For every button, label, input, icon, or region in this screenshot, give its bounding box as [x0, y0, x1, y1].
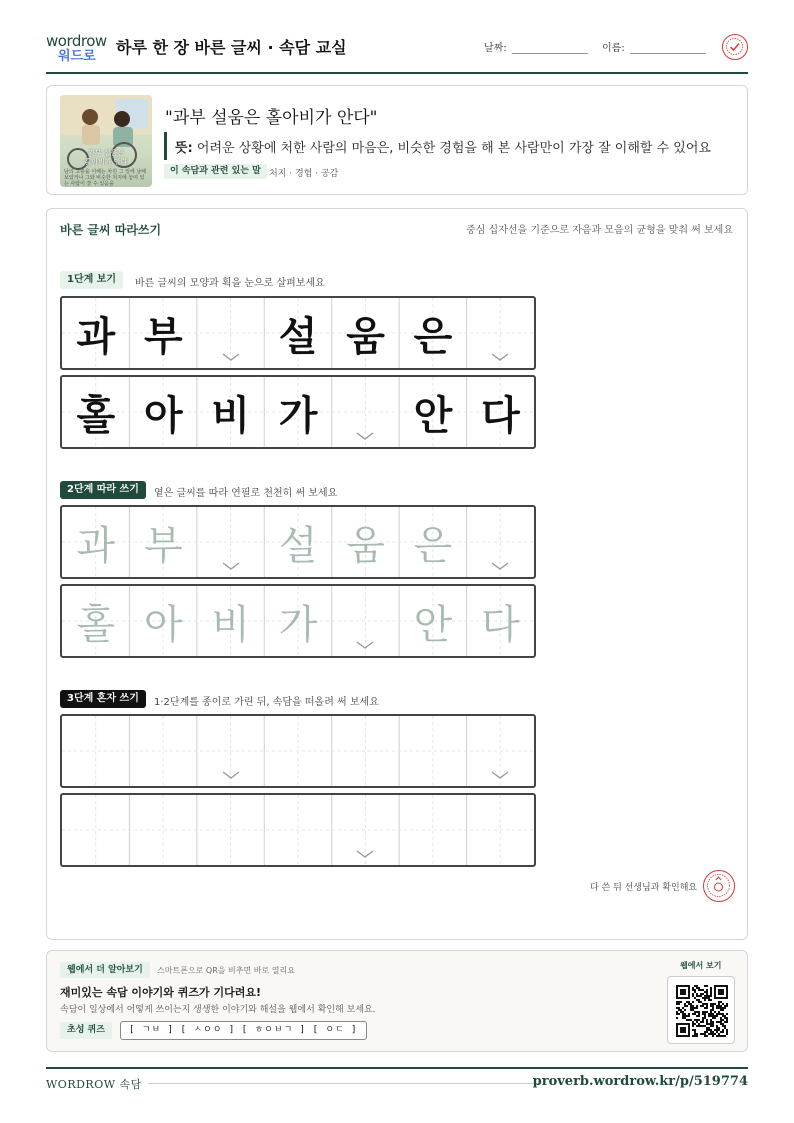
step3-badge: 3단계 혼자 쓰기 — [60, 690, 146, 708]
proverb-title: "과부 설움은 홀아비가 안다" — [165, 108, 378, 128]
handwriting-practice-card — [46, 208, 748, 940]
meaning-label: 뜻: — [175, 141, 193, 156]
model-character: 안 — [413, 392, 453, 439]
name-label: 이름: — [602, 43, 625, 54]
footer-url[interactable]: proverb.wordrow.kr/p/519774 — [532, 1074, 748, 1089]
practice-hint: 중심 십자선을 기준으로 자음과 모음의 균형을 맞춰 써 보세요 — [466, 225, 733, 236]
model-character: 비 — [211, 392, 250, 439]
qr-code-icon — [676, 985, 728, 1037]
date-field[interactable] — [512, 53, 588, 54]
trace-character: 움 — [346, 522, 385, 569]
web-desc: 속담이 일상에서 어떻게 쓰이는지 생생한 이야기와 해설을 웹에서 확인해 보세요. — [60, 1005, 376, 1015]
trace-character: 아 — [143, 601, 183, 648]
step1-badge: 1단계 보기 — [60, 271, 123, 289]
space-marker-icon — [355, 430, 375, 442]
step2-desc: 옅은 글씨를 따라 연필로 천천히 써 보세요 — [154, 488, 338, 499]
model-character: 가 — [278, 392, 318, 439]
step2-row-2[interactable] — [60, 584, 536, 658]
grid-lines — [62, 795, 534, 865]
step1-row-2 — [60, 375, 536, 449]
model-character: 설 — [278, 313, 318, 360]
illustration-caption-text: 남의 고충을 이해는 차원 그 일에 남해 보았거나 그와 비슷한 처지에 놓여 있는 사람이 잘 수 있음을 — [64, 169, 146, 187]
space-marker-icon — [355, 639, 375, 651]
trace-character: 홀 — [76, 601, 116, 648]
related-tags: 처지 · 경험 · 공감 — [269, 169, 339, 179]
teacher-check-text: 다 쓴 뒤 선생님과 확인해요 — [590, 883, 698, 893]
qr-code[interactable] — [667, 976, 735, 1044]
model-character: 홀 — [76, 392, 116, 439]
space-marker-icon — [221, 769, 241, 781]
logo-wordmark: wordrow — [46, 32, 107, 50]
trace-character: 안 — [413, 601, 453, 648]
logo-korean: 워드로 — [58, 49, 96, 64]
page-title: 하루 한 장 바른 글씨 · 속담 교실 — [116, 38, 347, 57]
page-header — [46, 28, 748, 74]
model-character: 아 — [143, 392, 183, 439]
proverb-illustration — [60, 95, 152, 187]
name-field[interactable] — [630, 53, 706, 54]
footer-separator — [148, 1083, 538, 1084]
wordrow-logo[interactable] — [46, 32, 108, 66]
model-character: 다 — [481, 392, 520, 439]
space-marker-icon — [221, 351, 241, 363]
step3-row-2[interactable] — [60, 793, 536, 867]
teacher-stamp-icon — [703, 870, 735, 902]
web-more-box — [46, 950, 748, 1052]
footer-brand: WORDROW 속담 — [46, 1078, 142, 1091]
trace-character: 부 — [143, 522, 183, 569]
space-marker-icon — [355, 848, 375, 860]
trace-character: 비 — [211, 601, 250, 648]
web-more-desc: 스마트폰으로 QR을 비추면 바로 열리요 — [157, 966, 295, 975]
step2-badge: 2단계 따라 쓰기 — [60, 481, 146, 499]
proverb-meaning — [175, 137, 711, 156]
qr-label: 웹에서 보기 — [680, 961, 722, 970]
trace-character: 과 — [76, 522, 116, 569]
step2-row-1[interactable] — [60, 505, 536, 579]
meaning-text: 어려운 상황에 처한 사람의 마음은, 비슷한 경험을 해 본 사람만이 가장 잘 이해할 수 있어요 — [192, 141, 711, 156]
step3-row-1[interactable] — [60, 714, 536, 788]
step3-desc: 1·2단계를 종이로 가린 뒤, 속담을 떠올려 써 보세요 — [154, 697, 379, 708]
trace-character: 가 — [278, 601, 318, 648]
date-label: 날짜: — [484, 43, 507, 54]
space-marker-icon — [490, 560, 510, 572]
meaning-accent-bar — [164, 132, 167, 160]
model-character: 은 — [413, 313, 453, 360]
step1-desc: 바른 글씨의 모양과 획을 눈으로 살펴보세요 — [135, 278, 325, 289]
footer-divider — [46, 1067, 748, 1069]
space-marker-icon — [221, 560, 241, 572]
practice-title: 바른 글씨 따라쓰기 — [60, 223, 162, 237]
check-stamp-icon — [722, 34, 748, 60]
space-marker-icon — [490, 351, 510, 363]
web-title: 재미있는 속담 이야기와 퀴즈가 기다려요! — [60, 986, 261, 999]
quiz-badge: 초성 퀴즈 — [60, 1022, 112, 1039]
trace-character: 설 — [278, 522, 318, 569]
model-character: 부 — [143, 313, 183, 360]
space-marker-icon — [490, 769, 510, 781]
initial-consonant-quiz: [ ㄱㅂ ] [ ㅅㅇㅇ ] [ ㅎㅇㅂㄱ ] [ ㅇㄷ ] — [120, 1021, 367, 1040]
grid-lines — [62, 716, 534, 786]
step1-row-1 — [60, 296, 536, 370]
trace-character: 은 — [413, 522, 453, 569]
trace-character: 다 — [481, 601, 520, 648]
web-more-badge: 웹에서 더 알아보기 — [60, 962, 150, 978]
proverb-card — [46, 85, 748, 195]
model-character: 과 — [76, 313, 116, 360]
model-character: 움 — [346, 313, 385, 360]
related-words-badge: 이 속담과 관련 있는 말 — [164, 164, 267, 179]
illustration-caption-title: 과부 설움은 홀아비가 안다 — [84, 149, 128, 166]
